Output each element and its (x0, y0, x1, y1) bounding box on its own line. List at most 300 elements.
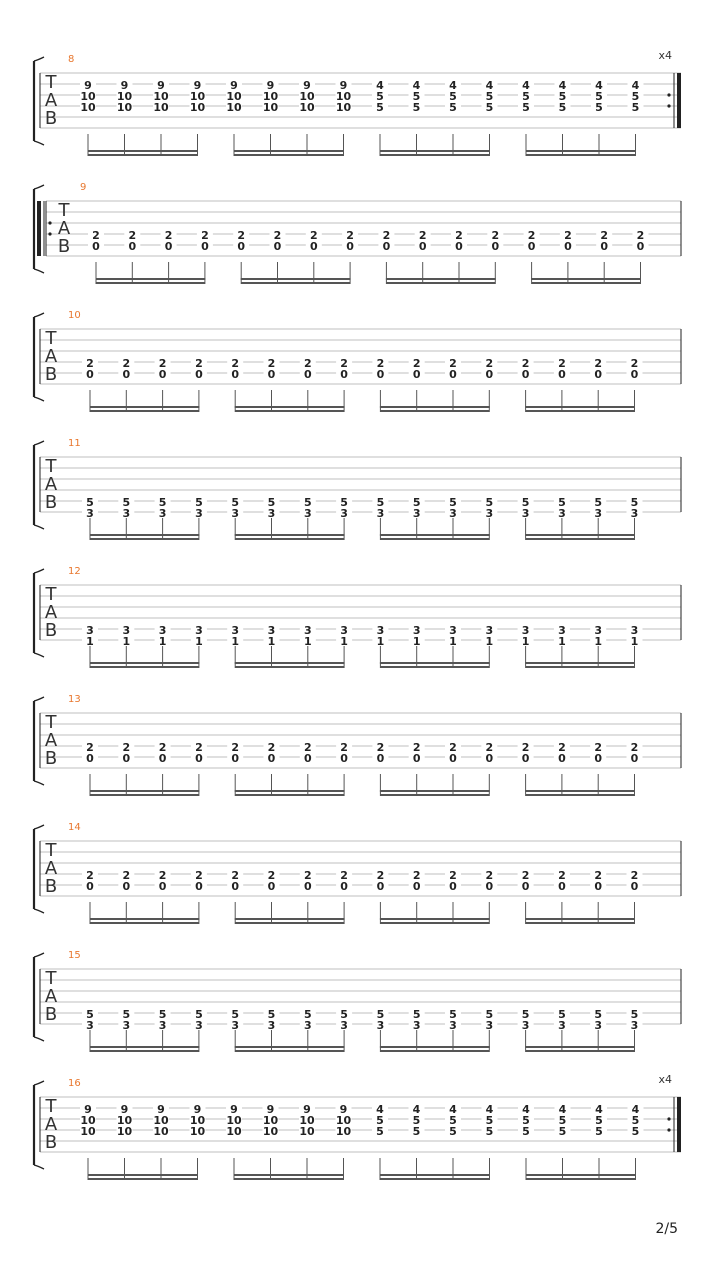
fret-number: 10 (335, 101, 352, 114)
fret-number: 5 (231, 496, 240, 509)
fret-number: 0 (485, 752, 494, 765)
fret-number: 0 (195, 752, 203, 765)
fret-number: 0 (594, 752, 603, 765)
measure-number: 8 (68, 54, 75, 65)
fret-number: 5 (195, 496, 203, 509)
measure-number: 9 (80, 182, 87, 193)
fret-number: 2 (485, 357, 494, 370)
fret-number: 3 (303, 1019, 312, 1032)
fret-number: 3 (376, 1019, 385, 1032)
fret-number: 0 (340, 880, 348, 893)
fret-number: 2 (122, 357, 131, 370)
fret-number: 10 (116, 90, 133, 103)
fret-number: 1 (267, 635, 276, 648)
fret-number: 10 (299, 1125, 315, 1138)
fret-number: 4 (485, 79, 494, 92)
fret-number: 10 (189, 1114, 206, 1127)
measure-number: 10 (68, 310, 81, 321)
fret-number: 2 (273, 229, 282, 242)
fret-number: 3 (340, 624, 348, 637)
fret-number: 5 (122, 496, 131, 509)
fret-number: 5 (521, 1008, 530, 1021)
fret-number: 3 (303, 624, 312, 637)
fret-number: 10 (226, 1114, 242, 1127)
fret-number: 2 (231, 357, 240, 370)
fret-number: 3 (158, 1019, 167, 1032)
bracket-top-hook (34, 1081, 44, 1085)
fret-number: 0 (267, 368, 276, 381)
fret-number: 5 (412, 496, 421, 509)
fret-number: 2 (158, 869, 167, 882)
tab-clef-letter: B (44, 620, 58, 641)
fret-number: 5 (449, 90, 457, 103)
fret-number: 5 (522, 101, 530, 114)
fret-number: 9 (120, 79, 129, 92)
fret-number: 1 (376, 635, 385, 648)
fret-number: 2 (376, 741, 385, 754)
fret-number: 2 (128, 229, 137, 242)
repeat-dot (48, 232, 51, 235)
bracket-top-hook (34, 697, 44, 701)
fret-number: 10 (226, 90, 242, 103)
fret-number: 2 (86, 357, 94, 370)
fret-number: 3 (594, 507, 603, 520)
fret-number: 0 (376, 752, 385, 765)
fret-number: 0 (340, 752, 348, 765)
fret-number: 9 (120, 1103, 129, 1116)
fret-number: 10 (116, 1125, 133, 1138)
measure-number: 13 (68, 694, 81, 705)
fret-number: 2 (346, 229, 354, 242)
fret-number: 0 (485, 368, 494, 381)
fret-number: 4 (595, 79, 603, 92)
fret-number: 5 (595, 101, 603, 114)
bracket-bottom-hook (34, 141, 44, 145)
fret-number: 4 (558, 1103, 567, 1116)
fret-number: 4 (485, 1103, 494, 1116)
fret-number: 0 (594, 368, 603, 381)
bracket-top-hook (34, 953, 44, 957)
fret-number: 3 (340, 507, 348, 520)
fret-number: 0 (237, 240, 246, 253)
repeat-count: x4 (658, 49, 672, 62)
fret-number: 0 (122, 368, 131, 381)
fret-number: 3 (449, 507, 457, 520)
bracket-top-hook (34, 313, 44, 317)
fret-number: 9 (303, 1103, 311, 1116)
fret-number: 5 (630, 1008, 639, 1021)
fret-number: 5 (485, 101, 494, 114)
fret-number: 9 (193, 1103, 202, 1116)
fret-number: 0 (521, 880, 530, 893)
fret-number: 3 (630, 1019, 639, 1032)
fret-number: 3 (485, 507, 494, 520)
fret-number: 2 (558, 869, 566, 882)
fret-number: 2 (382, 229, 391, 242)
fret-number: 5 (485, 1114, 494, 1127)
fret-number: 10 (153, 101, 169, 114)
fret-number: 0 (485, 880, 494, 893)
fret-number: 0 (195, 880, 203, 893)
fret-number: 2 (455, 229, 463, 242)
tab-clef-letter: B (44, 876, 58, 897)
tab-clef-letter: A (44, 602, 58, 623)
fret-number: 5 (522, 1114, 530, 1127)
fret-number: 10 (80, 101, 96, 114)
bracket-top-hook (34, 185, 44, 189)
fret-number: 1 (231, 635, 240, 648)
fret-number: 3 (267, 624, 276, 637)
bracket-top-hook (34, 57, 44, 61)
fret-number: 3 (122, 624, 131, 637)
fret-number: 0 (521, 752, 530, 765)
fret-number: 10 (116, 1114, 133, 1127)
fret-number: 0 (558, 368, 566, 381)
fret-number: 2 (412, 869, 421, 882)
fret-number: 3 (485, 1019, 494, 1032)
fret-number: 3 (158, 624, 167, 637)
fret-number: 0 (273, 240, 282, 253)
fret-number: 5 (631, 90, 640, 103)
fret-number: 10 (153, 1114, 169, 1127)
bracket-bottom-hook (34, 909, 44, 913)
fret-number: 9 (157, 79, 165, 92)
tab-clef-letter: A (44, 346, 58, 367)
fret-number: 2 (521, 869, 530, 882)
fret-number: 0 (86, 752, 94, 765)
fret-number: 0 (267, 752, 276, 765)
fret-number: 5 (195, 1008, 203, 1021)
tab-clef-letter: B (44, 1004, 58, 1025)
fret-number: 4 (522, 79, 530, 92)
tab-clef-letter: A (44, 858, 58, 879)
fret-number: 4 (449, 79, 457, 92)
fret-number: 0 (158, 752, 167, 765)
repeat-dot (667, 104, 670, 107)
bracket-top-hook (34, 441, 44, 445)
repeat-dot (667, 1117, 670, 1120)
fret-number: 2 (231, 741, 240, 754)
fret-number: 2 (412, 741, 421, 754)
fret-number: 5 (158, 1008, 167, 1021)
bracket-bottom-hook (34, 397, 44, 401)
fret-number: 2 (630, 741, 639, 754)
fret-number: 4 (376, 1103, 384, 1116)
fret-number: 10 (262, 1114, 279, 1127)
fret-number: 5 (449, 1008, 457, 1021)
bracket-bottom-hook (34, 269, 44, 273)
fret-number: 3 (412, 1019, 421, 1032)
fret-number: 5 (594, 496, 603, 509)
tab-clef-letter: B (44, 748, 58, 769)
fret-number: 5 (595, 1125, 603, 1138)
fret-number: 4 (631, 1103, 640, 1116)
fret-number: 0 (303, 368, 312, 381)
fret-number: 2 (558, 741, 566, 754)
fret-number: 0 (231, 880, 240, 893)
fret-number: 5 (376, 101, 384, 114)
fret-number: 3 (558, 624, 566, 637)
fret-number: 10 (262, 90, 279, 103)
fret-number: 5 (595, 1114, 603, 1127)
fret-number: 4 (595, 1103, 603, 1116)
fret-number: 1 (122, 635, 131, 648)
fret-number: 0 (86, 368, 94, 381)
fret-number: 10 (116, 101, 133, 114)
fret-number: 5 (412, 1125, 421, 1138)
fret-number: 2 (195, 357, 203, 370)
bracket-bottom-hook (34, 525, 44, 529)
fret-number: 0 (122, 880, 131, 893)
tab-clef-letter: B (44, 364, 58, 385)
fret-number: 5 (522, 90, 530, 103)
fret-number: 3 (303, 507, 312, 520)
fret-number: 10 (226, 101, 242, 114)
fret-number: 5 (631, 1114, 640, 1127)
fret-number: 3 (86, 1019, 94, 1032)
fret-number: 2 (122, 869, 131, 882)
fret-number: 0 (267, 880, 276, 893)
fret-number: 5 (86, 496, 94, 509)
fret-number: 0 (303, 752, 312, 765)
fret-number: 0 (309, 240, 318, 253)
fret-number: 2 (340, 869, 348, 882)
fret-number: 4 (558, 79, 567, 92)
fret-number: 4 (412, 1103, 421, 1116)
fret-number: 2 (195, 741, 203, 754)
fret-number: 9 (339, 79, 348, 92)
fret-number: 0 (158, 880, 167, 893)
fret-number: 5 (485, 90, 494, 103)
fret-number: 3 (485, 624, 494, 637)
fret-number: 0 (636, 240, 645, 253)
fret-number: 3 (231, 507, 240, 520)
fret-number: 0 (455, 240, 463, 253)
measure-number: 11 (68, 438, 81, 449)
repeat-count: x4 (658, 1073, 672, 1086)
fret-number: 9 (84, 1103, 92, 1116)
fret-number: 5 (595, 90, 603, 103)
fret-number: 5 (376, 1125, 384, 1138)
fret-number: 2 (564, 229, 572, 242)
fret-number: 10 (299, 101, 315, 114)
fret-number: 0 (449, 880, 457, 893)
fret-number: 3 (521, 1019, 530, 1032)
fret-number: 0 (491, 240, 500, 253)
fret-number: 2 (303, 357, 312, 370)
fret-number: 2 (195, 869, 203, 882)
fret-number: 9 (266, 79, 275, 92)
fret-number: 3 (376, 507, 385, 520)
repeat-dot (667, 1128, 670, 1131)
fret-number: 2 (412, 357, 421, 370)
fret-number: 0 (122, 752, 131, 765)
bracket-bottom-hook (34, 1037, 44, 1041)
fret-number: 2 (594, 741, 603, 754)
fret-number: 5 (558, 90, 567, 103)
fret-number: 2 (92, 229, 100, 242)
fret-number: 0 (412, 368, 421, 381)
fret-number: 5 (521, 496, 530, 509)
fret-number: 5 (376, 496, 385, 509)
fret-number: 0 (521, 368, 530, 381)
fret-number: 5 (267, 1008, 276, 1021)
fret-number: 3 (521, 624, 530, 637)
fret-number: 3 (231, 1019, 240, 1032)
tab-clef-letter: A (44, 1114, 58, 1135)
measure-number: 15 (68, 950, 81, 961)
fret-number: 3 (267, 507, 276, 520)
fret-number: 1 (86, 635, 94, 648)
fret-number: 3 (594, 624, 603, 637)
fret-number: 2 (158, 741, 167, 754)
tab-clef-letter: T (45, 456, 57, 477)
fret-number: 2 (449, 741, 457, 754)
fret-number: 4 (522, 1103, 530, 1116)
fret-number: 10 (226, 1125, 242, 1138)
fret-number: 3 (122, 507, 131, 520)
fret-number: 9 (230, 79, 238, 92)
fret-number: 2 (376, 357, 385, 370)
fret-number: 10 (153, 90, 169, 103)
fret-number: 0 (346, 240, 354, 253)
fret-number: 2 (558, 357, 566, 370)
fret-number: 2 (231, 869, 240, 882)
tab-clef-letter: A (44, 730, 58, 751)
fret-number: 3 (630, 507, 639, 520)
fret-number: 9 (303, 79, 311, 92)
fret-number: 0 (630, 752, 639, 765)
fret-number: 5 (631, 101, 640, 114)
fret-number: 0 (382, 240, 391, 253)
fret-number: 2 (340, 357, 348, 370)
fret-number: 5 (376, 1114, 384, 1127)
fret-number: 10 (299, 1114, 315, 1127)
fret-number: 0 (303, 880, 312, 893)
fret-number: 10 (189, 90, 206, 103)
fret-number: 2 (237, 229, 246, 242)
fret-number: 5 (376, 1008, 385, 1021)
fret-number: 4 (631, 79, 640, 92)
tab-clef-letter: T (45, 328, 57, 349)
fret-number: 3 (594, 1019, 603, 1032)
fret-number: 1 (449, 635, 457, 648)
fret-number: 2 (267, 357, 276, 370)
fret-number: 2 (491, 229, 500, 242)
fret-number: 10 (262, 101, 279, 114)
fret-number: 5 (485, 1125, 494, 1138)
fret-number: 1 (340, 635, 348, 648)
tab-clef-letter: T (45, 72, 57, 93)
fret-number: 2 (636, 229, 645, 242)
fret-number: 0 (231, 368, 240, 381)
fret-number: 3 (449, 1019, 457, 1032)
fret-number: 2 (449, 869, 457, 882)
fret-number: 5 (449, 101, 457, 114)
fret-number: 0 (201, 240, 209, 253)
fret-number: 5 (340, 1008, 348, 1021)
tab-clef-letter: A (57, 218, 71, 239)
tab-clef-letter: A (44, 986, 58, 1007)
fret-number: 5 (558, 1114, 567, 1127)
tab-clef-letter: T (45, 584, 57, 605)
fret-number: 1 (158, 635, 167, 648)
fret-number: 3 (195, 1019, 203, 1032)
fret-number: 5 (412, 1114, 421, 1127)
fret-number: 4 (412, 79, 421, 92)
fret-number: 0 (195, 368, 203, 381)
measure-number: 16 (68, 1078, 81, 1089)
repeat-dot (667, 93, 670, 96)
fret-number: 3 (340, 1019, 348, 1032)
fret-number: 4 (449, 1103, 457, 1116)
fret-number: 0 (92, 240, 100, 253)
fret-number: 3 (86, 624, 94, 637)
fret-number: 2 (630, 357, 639, 370)
fret-number: 3 (376, 624, 385, 637)
fret-number: 3 (195, 507, 203, 520)
fret-number: 0 (449, 368, 457, 381)
page-number: 2/5 (655, 1221, 678, 1237)
fret-number: 2 (309, 229, 318, 242)
tab-clef-letter: B (44, 1132, 58, 1153)
fret-number: 3 (86, 507, 94, 520)
tab-clef-letter: T (45, 968, 57, 989)
fret-number: 0 (630, 880, 639, 893)
fret-number: 3 (558, 1019, 566, 1032)
fret-number: 10 (189, 101, 206, 114)
fret-number: 10 (335, 90, 352, 103)
fret-number: 9 (157, 1103, 165, 1116)
fret-number: 1 (521, 635, 530, 648)
fret-number: 2 (630, 869, 639, 882)
fret-number: 1 (485, 635, 494, 648)
fret-number: 5 (267, 496, 276, 509)
fret-number: 1 (594, 635, 603, 648)
fret-number: 0 (412, 752, 421, 765)
fret-number: 0 (558, 752, 566, 765)
fret-number: 3 (412, 507, 421, 520)
fret-number: 1 (630, 635, 639, 648)
fret-number: 2 (521, 357, 530, 370)
tab-clef-letter: T (45, 840, 57, 861)
fret-number: 2 (164, 229, 173, 242)
repeat-dot (48, 221, 51, 224)
fret-number: 3 (449, 624, 457, 637)
fret-number: 5 (631, 1125, 640, 1138)
fret-number: 5 (558, 101, 567, 114)
tab-clef-letter: B (44, 108, 58, 129)
fret-number: 0 (564, 240, 572, 253)
fret-number: 2 (527, 229, 536, 242)
fret-number: 4 (376, 79, 384, 92)
fret-number: 0 (158, 368, 167, 381)
tab-clef-letter: A (44, 474, 58, 495)
fret-number: 9 (339, 1103, 348, 1116)
fret-number: 5 (303, 1008, 312, 1021)
fret-number: 0 (630, 368, 639, 381)
fret-number: 1 (558, 635, 566, 648)
fret-number: 2 (267, 869, 276, 882)
fret-number: 1 (195, 635, 203, 648)
fret-number: 2 (600, 229, 609, 242)
fret-number: 10 (335, 1125, 352, 1138)
fret-number: 10 (189, 1125, 206, 1138)
fret-number: 10 (262, 1125, 279, 1138)
fret-number: 5 (449, 1125, 457, 1138)
fret-number: 2 (122, 741, 131, 754)
fret-number: 0 (412, 880, 421, 893)
